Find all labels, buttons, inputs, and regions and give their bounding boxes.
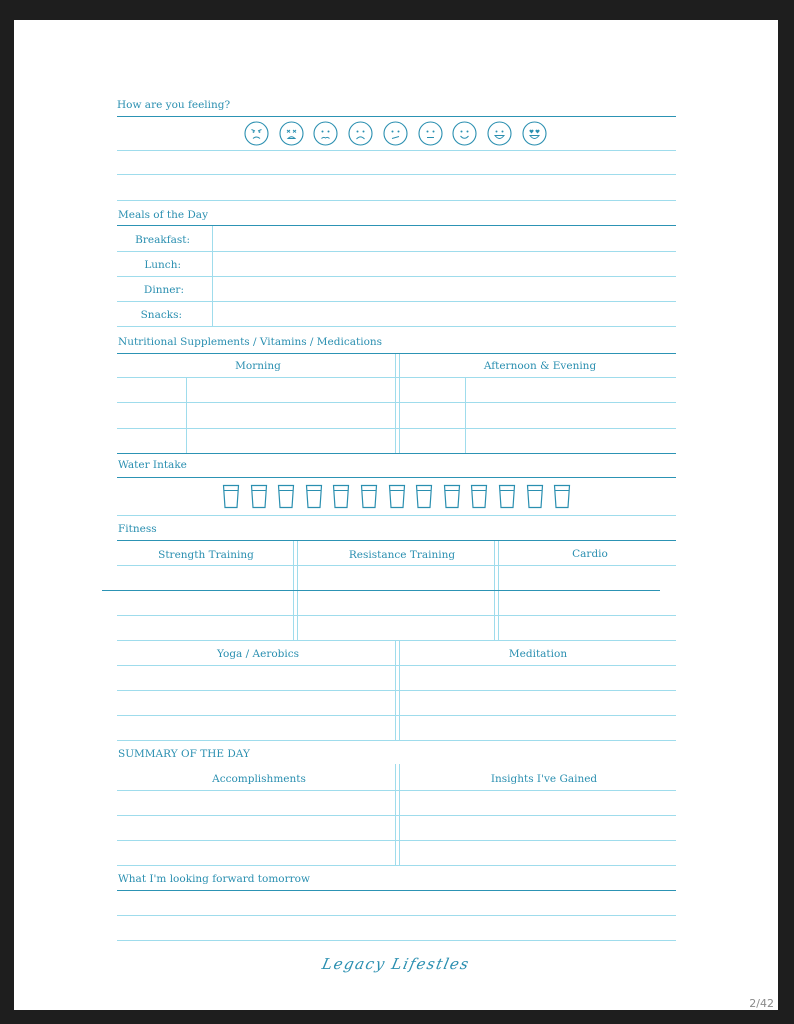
planner-page: [14, 20, 778, 1010]
water-glass-icon[interactable]: [443, 484, 461, 509]
heart-eyes-face-icon[interactable]: [522, 121, 547, 146]
water-glass-icon[interactable]: [305, 484, 323, 509]
water-glass-icon[interactable]: [498, 484, 516, 509]
resistance-training-header: Resistance Training: [348, 549, 456, 561]
water-glass-icon[interactable]: [222, 484, 240, 509]
summary-heading: SUMMARY OF THE DAY: [118, 748, 250, 760]
rule: [117, 116, 676, 117]
morning-header: Morning: [235, 360, 281, 372]
page-indicator: 2/42: [749, 997, 774, 1010]
crying-face-icon[interactable]: [279, 121, 304, 146]
angry-face-icon[interactable]: [244, 121, 269, 146]
water-glass-icon[interactable]: [553, 484, 571, 509]
cardio-header: Cardio: [572, 548, 608, 560]
snacks-label: Snacks:: [140, 309, 182, 321]
strength-training-header: Strength Training: [158, 549, 254, 561]
tomorrow-heading: What I'm looking forward tomorrow: [118, 873, 310, 885]
water-glass-icon[interactable]: [360, 484, 378, 509]
supplements-heading: Nutritional Supplements / Vitamins / Medications: [118, 336, 383, 348]
feelings-heading: How are you feeling?: [117, 99, 231, 111]
meditation-header: Meditation: [508, 648, 568, 660]
accomplishments-header: Accomplishments: [212, 773, 306, 785]
water-glass-icon[interactable]: [332, 484, 350, 509]
water-glass-icon[interactable]: [250, 484, 268, 509]
worried-face-icon[interactable]: [313, 121, 338, 146]
insights-header: Insights I've Gained: [490, 773, 598, 785]
water-glass-icon[interactable]: [415, 484, 433, 509]
breakfast-label: Breakfast:: [135, 234, 190, 246]
confused-face-icon[interactable]: [383, 121, 408, 146]
lunch-label: Lunch:: [144, 259, 181, 271]
water-glass-icon[interactable]: [526, 484, 544, 509]
water-glass-icon[interactable]: [277, 484, 295, 509]
water-glass-icon[interactable]: [388, 484, 406, 509]
dinner-label: Dinner:: [143, 284, 184, 296]
meals-heading: Meals of the Day: [118, 209, 208, 221]
brand-signature: Legacy Lifestles: [320, 955, 472, 973]
grinning-face-icon[interactable]: [487, 121, 512, 146]
fitness-heading: Fitness: [118, 523, 157, 535]
afternoon-evening-header: Afternoon & Evening: [483, 360, 597, 372]
neutral-face-icon[interactable]: [418, 121, 443, 146]
yoga-aerobics-header: Yoga / Aerobics: [216, 648, 300, 660]
smiling-face-icon[interactable]: [452, 121, 477, 146]
water-heading: Water Intake: [118, 459, 187, 471]
sad-face-icon[interactable]: [348, 121, 373, 146]
water-glass-icon[interactable]: [470, 484, 488, 509]
